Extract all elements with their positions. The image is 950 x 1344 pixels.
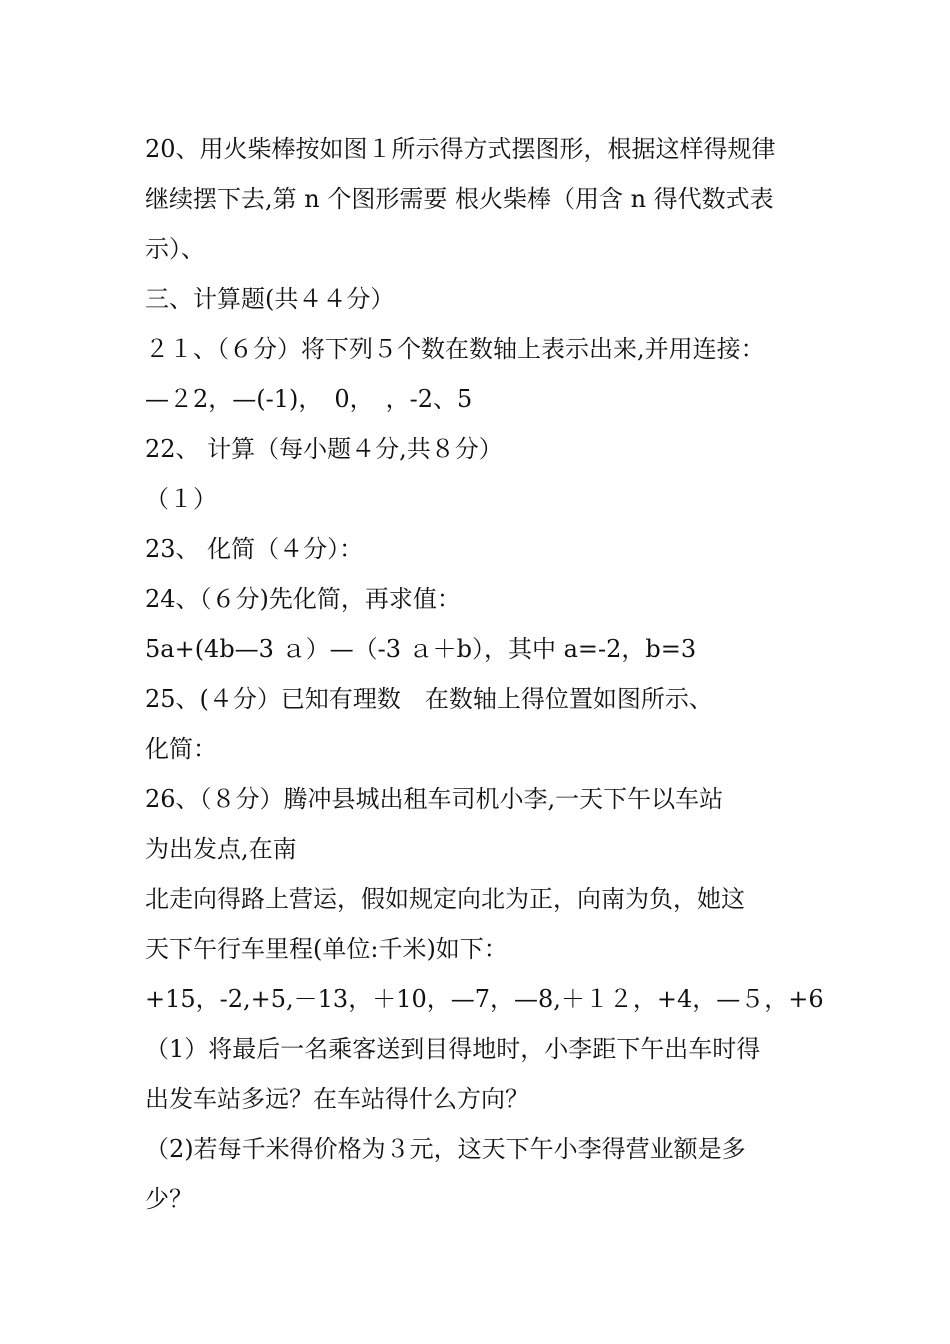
text-line-q21-b: —２2，—(-1)， 0， ，-2、5	[145, 385, 473, 413]
text-line-q22: 22、 计算（每小题４分,共８分）	[145, 435, 503, 463]
text-line-q26-b: 为出发点,在南	[145, 835, 297, 863]
text-line-q26-d: 天下午行车里程(单位:千米)如下：	[145, 935, 508, 963]
text-line-q26-a: 26、（８分）腾冲县城出租车司机小李,一天下午以车站	[145, 785, 724, 813]
text-line-q25-a: 25、(４分）已知有理数 在数轴上得位置如图所示、	[145, 685, 713, 713]
text-line-q26-part2-a: （2)若每千米得价格为３元，这天下午小李得营业额是多	[145, 1135, 746, 1163]
text-line-q23: 23、 化简（４分）：	[145, 535, 364, 563]
section-heading: 三、计算题(共４４分）	[145, 285, 395, 313]
text-line-q22-part1: （１）	[145, 485, 217, 513]
text-line-q20-b: 继续摆下去,第 n 个图形需要 根火柴棒（用含 n 得代数式表	[145, 185, 774, 213]
text-line-q26-mileage: +15，-2,+5,－13，＋10，—7，—8,＋１２，+4，—５，+6	[145, 985, 824, 1013]
text-line-q25-b: 化简：	[145, 735, 217, 763]
text-line-q26-part2-b: 少？	[145, 1185, 193, 1213]
text-line-q24-a: 24、（６分)先化简，再求值：	[145, 585, 461, 613]
text-line-q20-c: 示）、	[145, 235, 205, 263]
text-line-q20-a: 20、用火柴棒按如图１所示得方式摆图形，根据这样得规律	[145, 135, 776, 163]
text-line-q26-part1-a: （1）将最后一名乘客送到目得地时，小李距下午出车时得	[145, 1035, 761, 1063]
text-line-q24-b: 5a+(4b—3 ａ）—（-3 ａ＋b），其中 a=-2，b=3	[145, 635, 697, 663]
text-line-q21-a: ２１、（６分）将下列５个数在数轴上表示出来,并用连接：	[145, 335, 765, 363]
text-line-q26-c: 北走向得路上营运，假如规定向北为正，向南为负，她这	[145, 885, 745, 913]
text-line-q26-part1-b: 出发车站多远？在车站得什么方向？	[145, 1085, 529, 1113]
